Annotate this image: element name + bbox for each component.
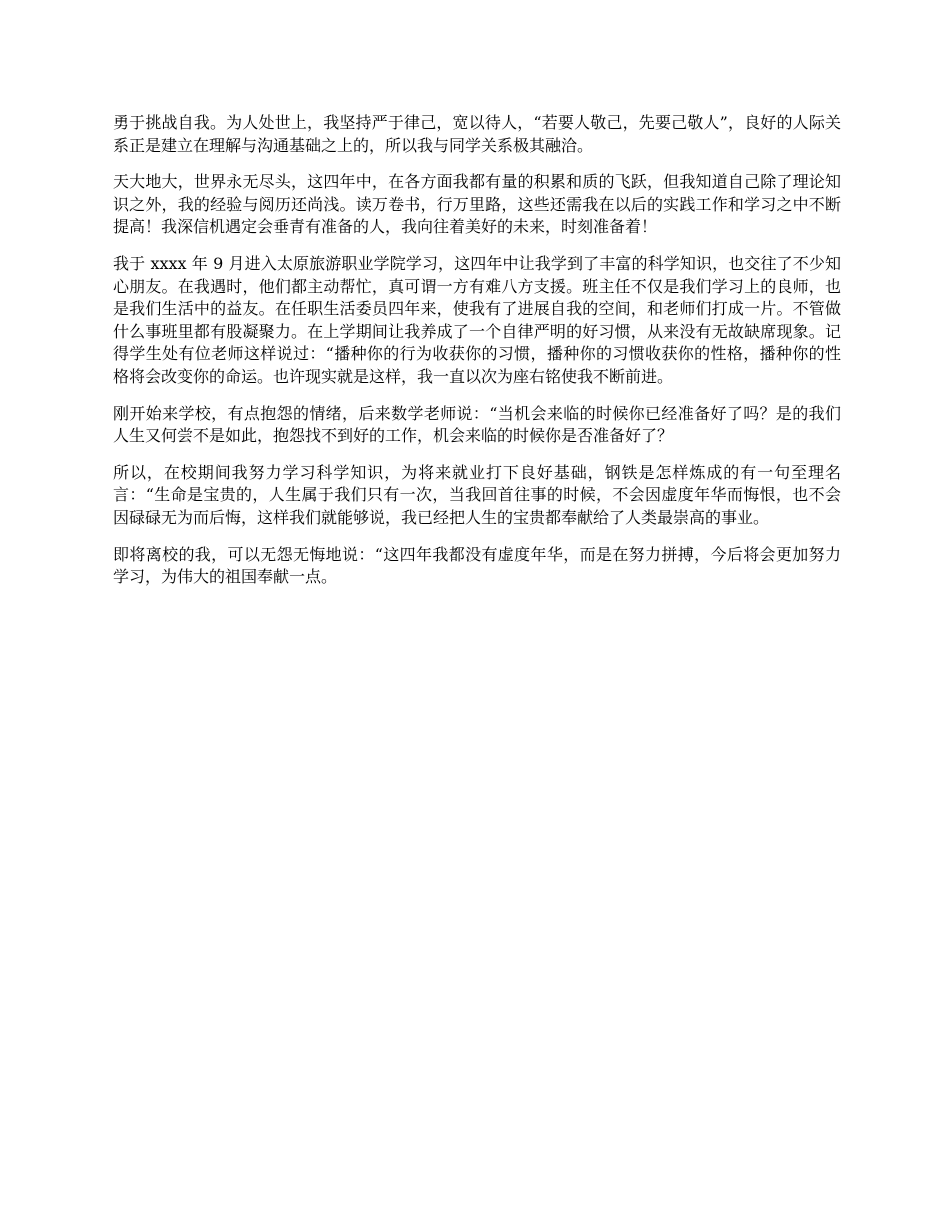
paragraph-5: 所以，在校期间我努力学习科学知识，为将来就业打下良好基础，钢铁是怎样炼成的有一句至理名言：“生命是宝贵的，人生属于我们只有一次，当我回首往事的时候，不会因虚度年华而悔恨，也不会因碌碌无为而后悔，这样我们就能够说，我已经把人生的宝贵都奉献给了人类最崇高的事业。 [113,462,841,527]
document-body [113,112,841,603]
paragraph-3: 我于 xxxx 年 9 月进入太原旅游职业学院学习，这四年中让我学到了丰富的科学知识，也交往了不少知心朋友。在我遇时，他们都主动帮忙，真可谓一方有难八方支援。班主任不仅是我们学习上的良师，也是我们生活中的益友。在任职生活委员四年来，使我有了进展自我的空间，和老师们打成一片。不管做什么事班里都有股凝聚力。在上学期间让我养成了一个自律严明的好习惯，从来没有无故缺席现象。记得学生处有位老师这样说过：“播种你的行为收获你的习惯，播种你的习惯收获你的性格，播种你的性格将会改变你的命运。也许现实就是这样，我一直以次为座右铭使我不断前进。 [113,253,841,386]
paragraph-4: 刚开始来学校，有点抱怨的情绪，后来数学老师说：“当机会来临的时候你已经准备好了吗？是的我们人生又何尝不是如此，抱怨找不到好的工作，机会来临的时候你是否准备好了？ [113,403,841,446]
paragraph-6: 即将离校的我，可以无怨无悔地说：“这四年我都没有虚度年华，而是在努力拼搏，今后将会更加努力学习，为伟大的祖国奉献一点。 [113,544,841,587]
paragraph-2: 天大地大，世界永无尽头，这四年中，在各方面我都有量的积累和质的飞跃，但我知道自己除了理论知识之外，我的经验与阅历还尚浅。读万卷书，行万里路，这些还需我在以后的实践工作和学习之中不断提高！我深信机遇定会垂青有准备的人，我向往着美好的未来，时刻准备着！ [113,172,841,237]
paragraph-1: 勇于挑战自我。为人处世上，我坚持严于律己，宽以待人，“若要人敬己，先要己敬人”，良好的人际关系正是建立在理解与沟通基础之上的，所以我与同学关系极其融洽。 [113,113,841,155]
